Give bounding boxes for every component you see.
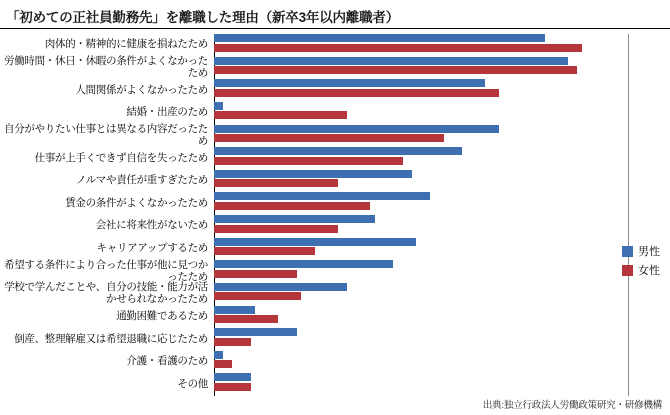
- chart-row: [0, 102, 670, 125]
- category-label: その他: [177, 377, 208, 390]
- bar-male: [214, 79, 485, 87]
- category-label: 人間関係がよくなかったため: [75, 83, 208, 96]
- bar-group: [214, 170, 670, 193]
- chart-row: [0, 351, 670, 374]
- bar-female: [214, 270, 297, 278]
- title-divider: [0, 28, 670, 29]
- bar-group: [214, 147, 670, 170]
- legend: [622, 243, 660, 281]
- bar-female: [214, 225, 338, 233]
- category-label: 通勤困難であるため: [116, 309, 208, 322]
- category-label: 介護・看護のため: [126, 355, 208, 368]
- bar-group: [214, 125, 670, 148]
- bar-group: [214, 373, 670, 396]
- bar-female: [214, 179, 338, 187]
- bar-group: [214, 192, 670, 215]
- bar-group: [214, 238, 670, 261]
- bar-group: [214, 283, 670, 306]
- bar-female: [214, 157, 403, 165]
- category-label: 倒産、整理解雇又は希望退職に応じたため: [14, 332, 208, 345]
- chart-row: [0, 306, 670, 329]
- bar-male: [214, 283, 347, 291]
- bar-male: [214, 102, 223, 110]
- category-label: キャリアアップするため: [96, 242, 208, 255]
- legend-swatch-male-icon: [622, 246, 633, 257]
- bar-female: [214, 111, 347, 119]
- bar-female: [214, 202, 370, 210]
- bar-female: [214, 134, 444, 142]
- category-label: 肉体的・精神的に健康を損ねたため: [44, 38, 208, 51]
- chart-row: [0, 192, 670, 215]
- bar-male: [214, 57, 568, 65]
- bar-female: [214, 44, 582, 52]
- bar-male: [214, 170, 412, 178]
- legend-item-male[interactable]: [622, 243, 660, 259]
- bar-female: [214, 315, 278, 323]
- chart-row: [0, 283, 670, 306]
- chart-row: [0, 125, 670, 148]
- source-note: 出典:独立行政法人労働政策研究・研修機構: [482, 400, 662, 411]
- chart-row: [0, 260, 670, 283]
- chart-row: [0, 215, 670, 238]
- bar-female: [214, 247, 315, 255]
- bar-female: [214, 360, 232, 368]
- chart-row: [0, 57, 670, 80]
- plot-area: [0, 34, 670, 396]
- bar-male: [214, 215, 375, 223]
- bar-group: [214, 306, 670, 329]
- bar-female: [214, 292, 301, 300]
- bar-group: [214, 79, 670, 102]
- legend-swatch-female-icon: [622, 265, 633, 276]
- chart-row: [0, 170, 670, 193]
- chart-row: [0, 328, 670, 351]
- bar-female: [214, 383, 251, 391]
- category-label: 労働時間・休日・休暇の条件がよくなかったため: [4, 55, 208, 79]
- bar-male: [214, 147, 462, 155]
- bar-male: [214, 192, 430, 200]
- bar-female: [214, 338, 251, 346]
- bar-group: [214, 260, 670, 283]
- bar-group: [214, 57, 670, 80]
- bar-male: [214, 34, 545, 42]
- bar-group: [214, 102, 670, 125]
- category-label: 希望する条件により合った仕事が他に見つかったため: [4, 258, 208, 283]
- legend-item-female[interactable]: [622, 262, 660, 278]
- bar-male: [214, 373, 251, 381]
- legend-label-male: 男性: [638, 246, 660, 258]
- chart-row: [0, 79, 670, 102]
- bar-male: [214, 351, 223, 359]
- bar-female: [214, 66, 577, 74]
- category-label: 自分がやりたい仕事とは異なる内容だったため: [4, 123, 208, 147]
- category-label: 会社に将来性がないため: [95, 219, 208, 232]
- chart-row: [0, 238, 670, 261]
- bar-male: [214, 260, 393, 268]
- category-label: 結婚・出産のため: [126, 106, 208, 119]
- bar-male: [214, 306, 255, 314]
- legend-label-female: 女性: [638, 265, 660, 277]
- category-label: ノルマや責任が重すぎたため: [75, 174, 208, 187]
- bar-group: [214, 215, 670, 238]
- chart-row: [0, 373, 670, 396]
- bar-male: [214, 328, 297, 336]
- chart-row: [0, 34, 670, 57]
- page-title: 「初めての正社員勤務先」を離職した理由（新卒3年以内離職者）: [6, 10, 400, 25]
- bar-group: [214, 351, 670, 374]
- bar-group: [214, 34, 670, 57]
- bar-group: [214, 328, 670, 351]
- category-label: 仕事が上手くできず自信を失ったため: [34, 151, 208, 164]
- bar-male: [214, 238, 416, 246]
- chart-row: [0, 147, 670, 170]
- category-label: 学校で学んだことや、自分の技能・能力が活かせられなかったため: [4, 281, 208, 306]
- bar-female: [214, 89, 499, 97]
- category-label: 賃金の条件がよくなかったため: [65, 196, 208, 209]
- bar-male: [214, 125, 499, 133]
